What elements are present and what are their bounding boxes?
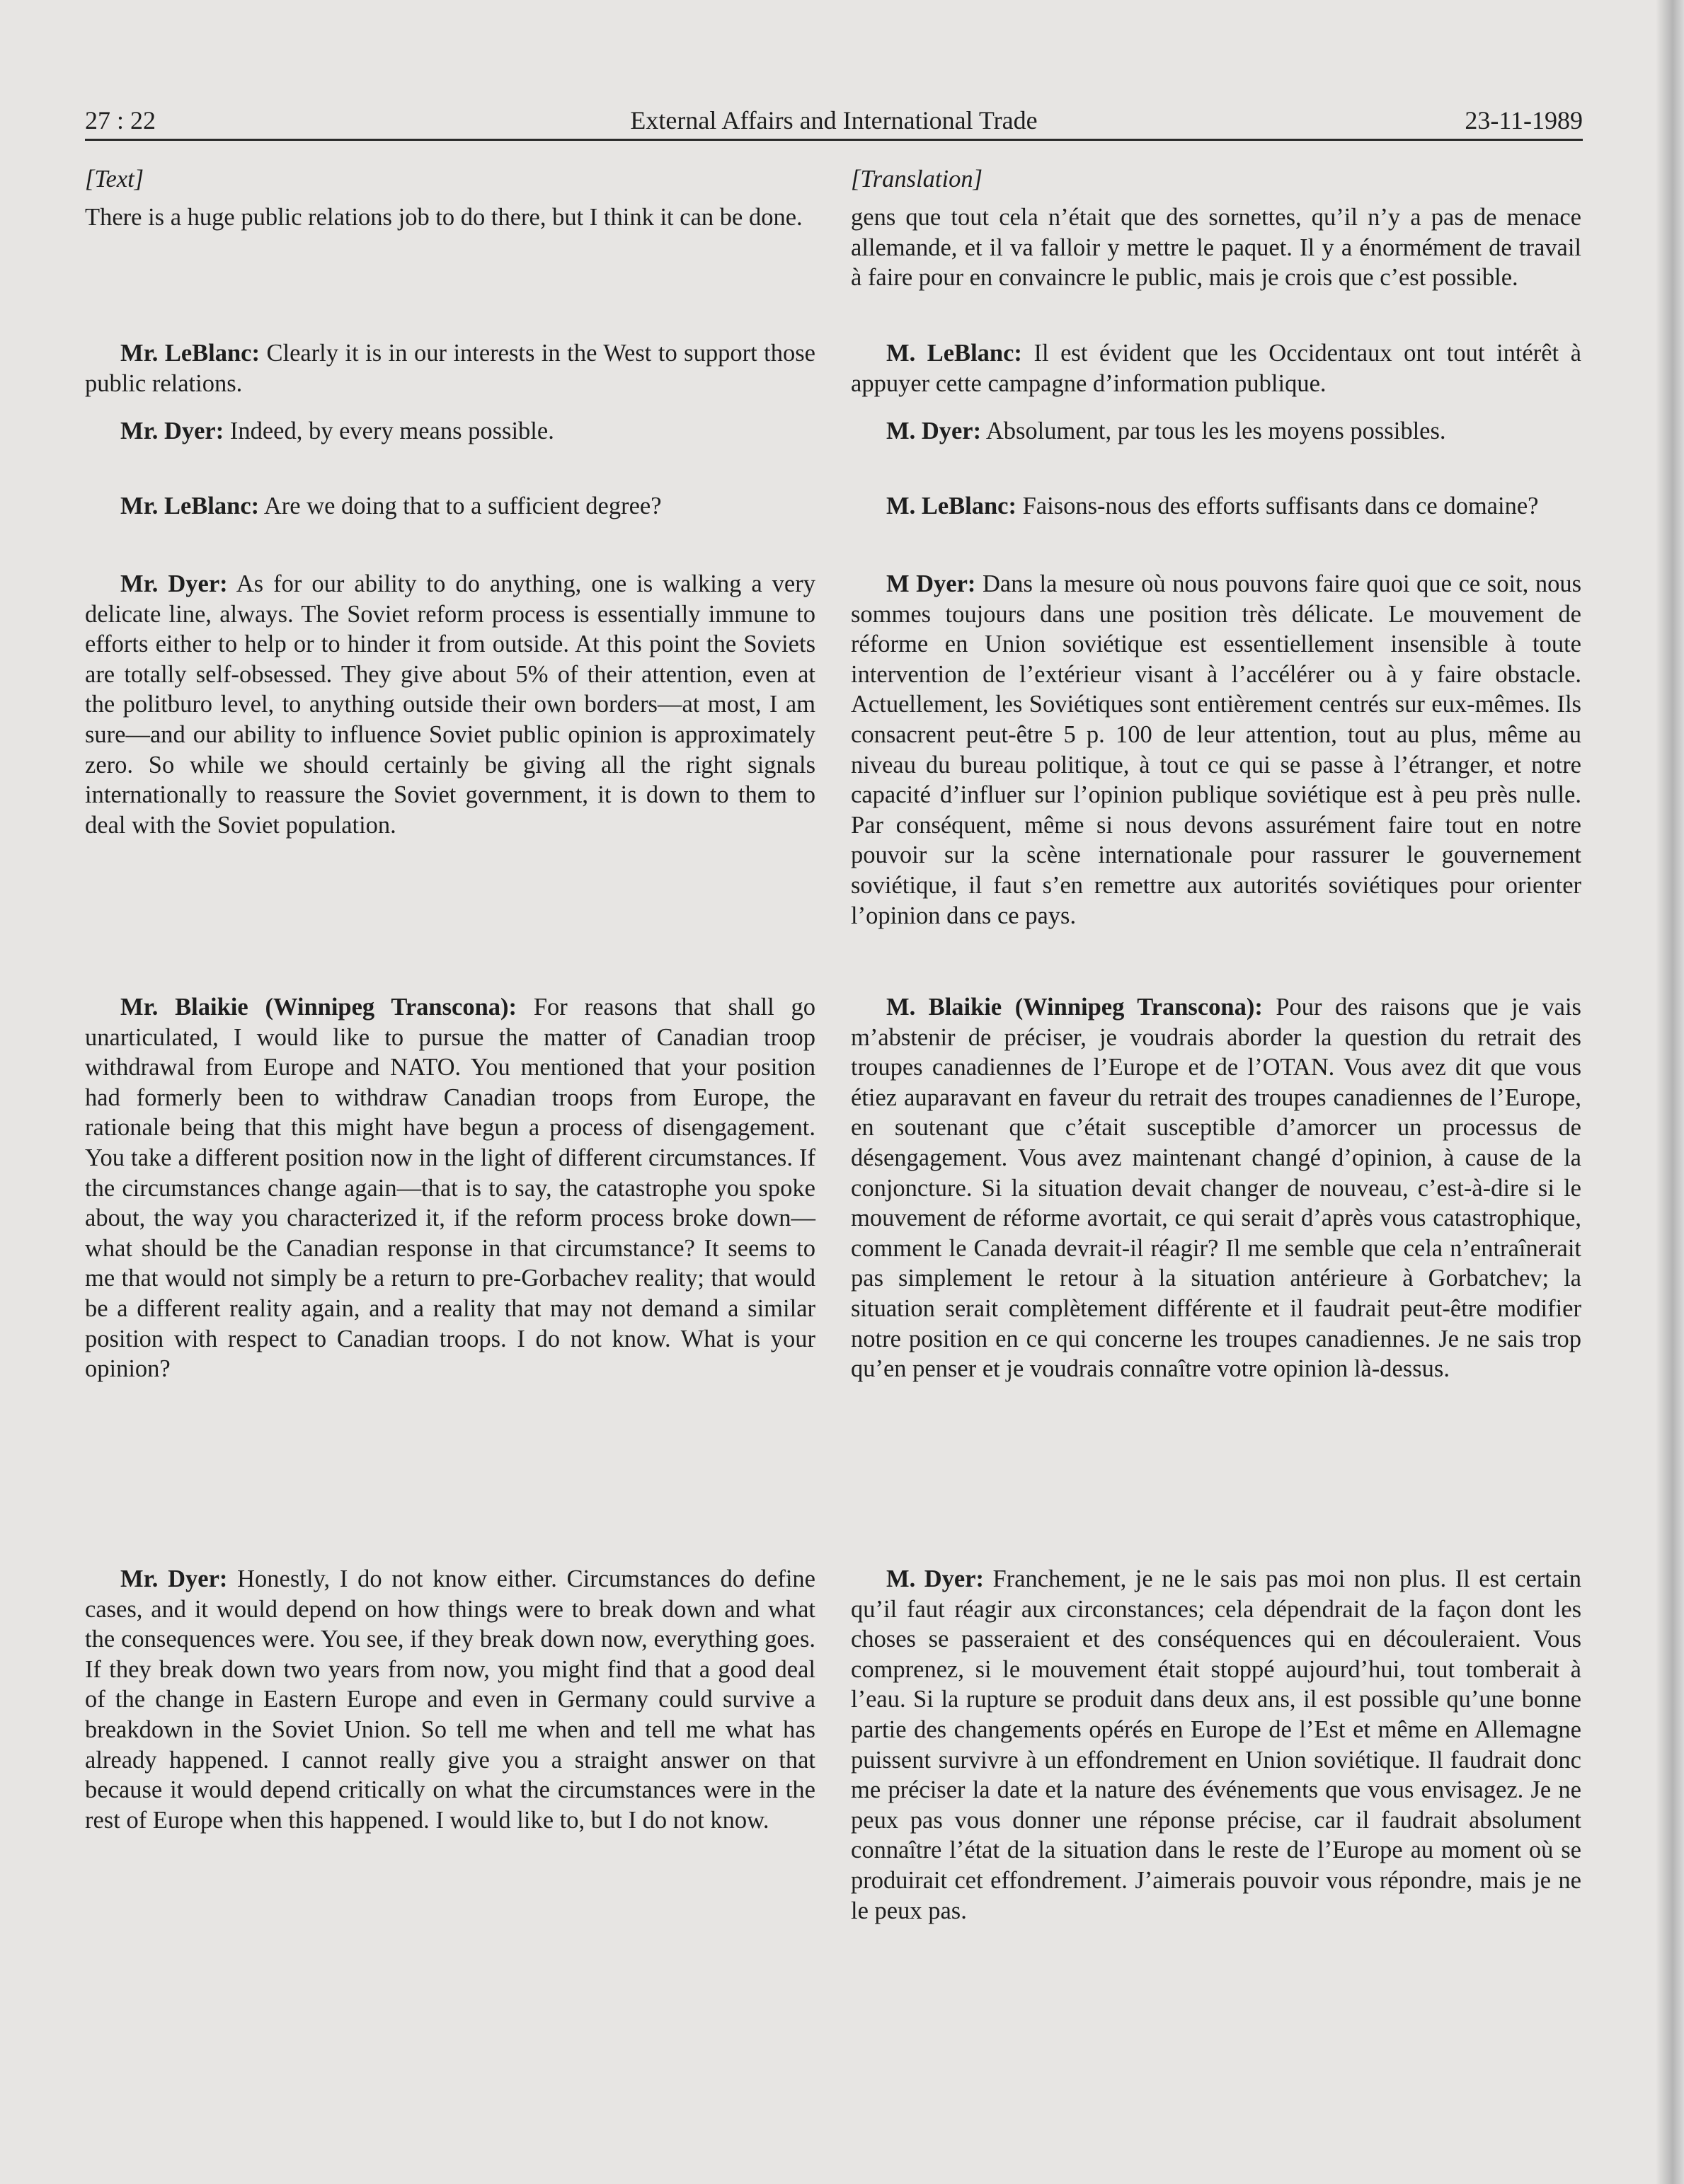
speaker-name: Mr. LeBlanc: [120, 340, 260, 367]
paragraph: There is a huge public relations job to do there, but I think it can be done. [85, 204, 803, 231]
paragraph: M. LeBlanc: Faisons-nous des efforts suffisants dans ce domaine? [886, 493, 1539, 519]
speaker-name: Mr. Dyer: [120, 570, 228, 597]
paragraph: gens que tout cela n’était que des sornettes, qu’il n’y a pas de menace allemande, et il va falloir y mettre le paquet. Il y a énormément de travail à faire pour en convaincre le public, mais je crois que c’est possible. [851, 204, 1581, 292]
speaker-name: M. Dyer: [886, 1565, 984, 1592]
page-reference: 27 : 22 [85, 106, 156, 134]
paragraph: Mr. Dyer: Indeed, by every means possible. [120, 418, 554, 444]
paragraph: M. Dyer: Franchement, je ne le sais pas moi non plus. Il est certain qu’il faut réagir aux circonstances; cela dépendrait de la façon dont les choses se passeraient et des conséquences qui en découleraient. Vous comprenez, si le mouvement était stoppé aujourd’hui, tout tomberait à l’eau. Si la rupture se produit dans deux ans, il est possible qu’une bonne partie des changements opérés en Europe de l’Est et même en Allemagne puissent survivre à un effondrement en Union soviétique. Il faudrait donc me préciser la date et la nature des événements que vous envisagez. Je ne peux pas vous donner une réponse précise, car il faudrait absolument connaître l’état de la situation dans le reste de l’Europe au moment où se produirait cet effondrement. J’aimerais pouvoir vous répondre, mais je ne le peux pas. [851, 1565, 1581, 1924]
paragraph: M. LeBlanc: Il est évident que les Occidentaux ont tout intérêt à appuyer cette campagne d’information publique. [851, 340, 1581, 397]
paragraph: Mr. LeBlanc: Clearly it is in our interests in the West to support those public relations. [85, 340, 815, 397]
paragraph: Mr. LeBlanc: Are we doing that to a sufficient degree? [120, 493, 662, 519]
page-edge-shadow [1656, 0, 1684, 2184]
speaker-name: M. Blaikie (Winnipeg Transcona): [886, 994, 1263, 1021]
speaker-name: M Dyer: [886, 570, 976, 597]
speaker-name: Mr. Blaikie (Winnipeg Transcona): [120, 994, 517, 1021]
speaker-name: Mr. Dyer: [120, 418, 224, 444]
speaker-name: M. LeBlanc: [886, 340, 1022, 367]
speaker-name: Mr. LeBlanc: [120, 493, 260, 519]
paragraph: M. Blaikie (Winnipeg Transcona): Pour des raisons que je vais m’abstenir de préciser, je voudrais aborder la question du retrait des troupes canadiennes de l’Europe et de l’OTAN. Vous avez dit que vous étiez auparavant en faveur du retrait des troupes canadiennes de l’Europe, en soutenant que c’était susceptible d’amorcer un processus de désengagement. Vous avez maintenant changé d’opinion, à cause de la conjoncture. Si la situation devait changer de nouveau, c’est-à-dire si le mouvement de réforme avortait, ce qui serait d’après vous catastrophique, comment le Canada devrait-il réagir? Il me semble que cela n’entraînerait pas simplement le retour à la situation antérieure à Gorbatchev; la situation serait complètement différente et il faudrait peut-être modifier notre position en ce qui concerne les troupes canadiennes. Je ne sais trop qu’en penser et je voudrais connaître votre opinion là-dessus. [851, 994, 1581, 1383]
speaker-name: Mr. Dyer: [120, 1565, 228, 1592]
running-header [85, 105, 1583, 139]
speaker-name: M. LeBlanc: [886, 493, 1016, 519]
speaker-name: M. Dyer: [886, 418, 982, 444]
paragraph: Mr. Blaikie (Winnipeg Transcona): For reasons that shall go unarticulated, I would like to pursue the matter of Canadian troop withdrawal from Europe and NATO. You mentioned that your position had formerly been to withdraw Canadian troops from Europe, the rationale being that this might have begun a process of disengagement. You take a different position now in the light of different circumstances. If the circumstances change again—that is to say, the catastrophe you spoke about, the way you characterized it, if the reform process broke down—what should be the Canadian response in that circumstance? It seems to me that would not simply be a return to pre-Gorbachev reality; that would be a different reality again, and a reality that may not demand a similar position with respect to Canadian troops. I do not know. What is your opinion? [85, 994, 815, 1383]
paragraph: M Dyer: Dans la mesure où nous pouvons faire quoi que ce soit, nous sommes toujours dans une position très délicate. Le mouvement de réforme en Union soviétique est essentiellement insensible à toute intervention de l’extérieur visant à l’accélérer ou à y faire obstacle. Actuellement, les Soviétiques sont entièrement centrés sur eux-mêmes. Ils consacrent peut-être 5 p. 100 de leur attention, tout au plus, même au niveau du bureau politique, à tout ce qui se passe à l’étranger, et notre capacité d’influer sur l’opinion publique soviétique est à peu près nulle. Par conséquent, même si nous devons assurément faire tout en notre pouvoir sur la scène internationale pour rassurer le gouvernement soviétique, il faut s’en remettre aux autorités soviétiques pour orienter l’opinion dans ce pays. [851, 570, 1581, 929]
paragraph: M. Dyer: Absolument, par tous les les moyens possibles. [886, 418, 1446, 444]
paragraph: Mr. Dyer: Honestly, I do not know either. Circumstances do define cases, and it would depend on how things were to break down and what the consequences were. You see, if they break down now, everything goes. If they break down two years from now, you might find that a good deal of the change in Eastern Europe and even in Germany could survive a breakdown in the Soviet Union. So tell me when and tell me what has already happened. I cannot really give you a straight answer on that because it would depend critically on what the circumstances were in the rest of Europe when this happened. I would like to, but I do not know. [85, 1565, 815, 1834]
header-rule [85, 139, 1583, 141]
paragraph: Mr. Dyer: As for our ability to do anything, one is walking a very delicate line, always. The Soviet reform process is essentially immune to efforts either to help or to hinder it from outside. At this point the Soviets are totally self-obsessed. They give about 5% of their attention, even at the politburo level, to anything outside their own borders—at most, I am sure—and our ability to influence Soviet public opinion is approximately zero. So while we should certainly be giving all the right signals internationally to reassure the Soviet government, it is down to them to deal with the Soviet population. [85, 570, 815, 839]
text-label: [Text] [85, 166, 144, 192]
translation-label: [Translation] [851, 166, 983, 192]
publication-title: External Affairs and International Trade [630, 106, 1038, 134]
header-date: 23-11-1989 [1465, 106, 1583, 134]
